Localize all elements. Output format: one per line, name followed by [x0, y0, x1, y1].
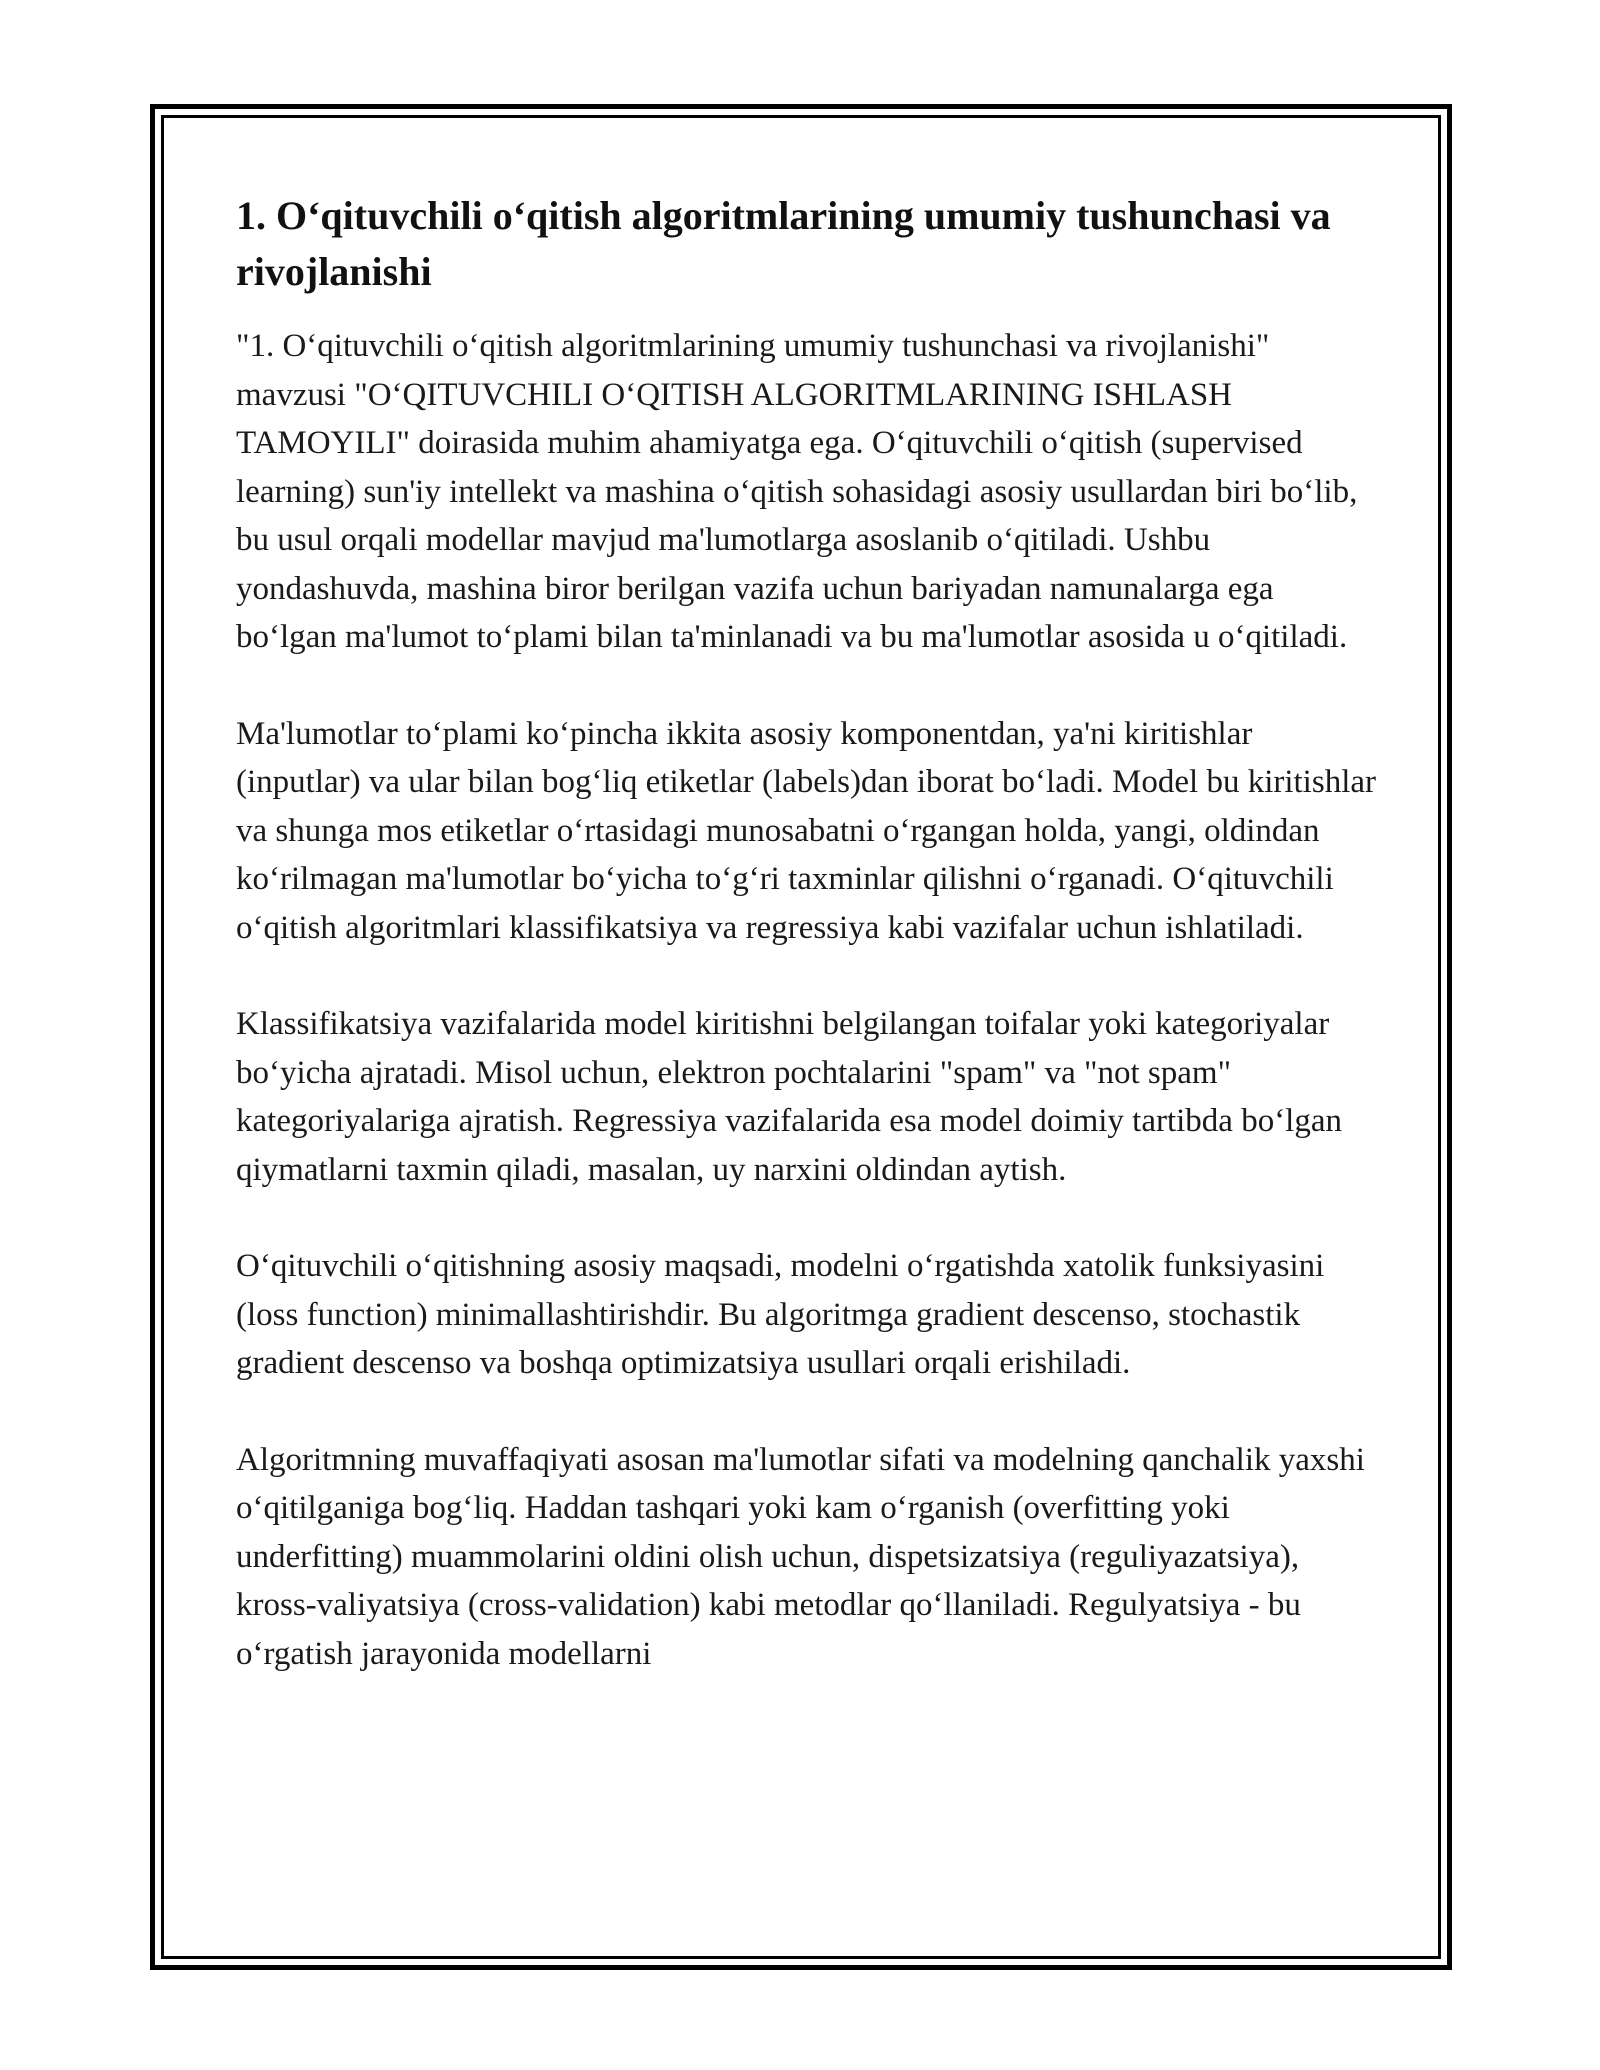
paragraph-1: "1. O‘qituvchili o‘qitish algoritmlarining umumiy tushunchasi va rivojlanishi" mavzusi "O‘QITUVCHILI O‘QITISH ALGORITMLARINING ISHLASH TAMOYILI" doirasida muhim ahamiyatga ega. O‘qituvchili o‘qitish (supervised learning) sun'iy intellekt va mashina o‘qitish sohasidagi asosiy usullardan biri bo‘lib, bu usul orqali modellar mavjud ma'lumotlarga asoslanib o‘qitiladi. Ushbu yondashuvda, mashina biror berilgan vazifa uchun bariyadan namunalarga ega bo‘lgan ma'lumot to‘plami bilan ta'minlanadi va bu ma'lumotlar asosida u o‘qitiladi.: [236, 328, 1358, 655]
paragraph-5: Algoritmning muvaffaqiyati asosan ma'lumotlar sifati va modelning qanchalik yaxshi o‘qitilganiga bog‘liq. Haddan tashqari yoki kam o‘rganish (overfitting yoki underfitting) muammolarini oldini olish uchun, dispetsizatsiya (reguliyazatsiya), kross-valiyatsiya (cross-validation) kabi metodlar qo‘llaniladi. Regulyatsiya - bu o‘rgatish jarayonida modellarni: [236, 1441, 1365, 1672]
paragraph-3: Klassifikatsiya vazifalarida model kiritishni belgilangan toifalar yoki kategoriyalar bo‘yicha ajratadi. Misol uchun, elektron pochtalarini "spam" va "not spam" kategoriyalariga ajratish. Regressiya vazifalarida esa model doimiy tartibda bo‘lgan qiymatlarni taxmin qiladi, masalan, uy narxini oldindan aytish.: [236, 1006, 1342, 1188]
paragraph-2: Ma'lumotlar to‘plami ko‘pincha ikkita asosiy komponentdan, ya'ni kiritishlar (inputlar) va ular bilan bog‘liq etiketlar (labels)dan iborat bo‘ladi. Model bu kiritishlar va shunga mos etiketlar o‘rtasidagi munosabatni o‘rgangan holda, yangi, oldindan ko‘rilmagan ma'lumotlar bo‘yicha to‘g‘ri taxminlar qilishni o‘rganadi. O‘qituvchili o‘qitish algoritmlari klassifikatsiya va regressiya kabi vazifalar uchun ishlatiladi.: [236, 715, 1376, 946]
section-heading: 1. O‘qituvchili o‘qitish algoritmlarining umumiy tushunchasi va rivojlanishi: [236, 193, 1331, 294]
paragraph-4: O‘qituvchili o‘qitishning asosiy maqsadi, modelni o‘rgatishda xatolik funksiyasini (loss function) minimallashtirishdir. Bu algoritmga gradient descenso, stochastik gradient descenso va boshqa optimizatsiya usullari orqali erishiladi.: [236, 1248, 1325, 1381]
document-body: [236, 188, 1376, 1726]
